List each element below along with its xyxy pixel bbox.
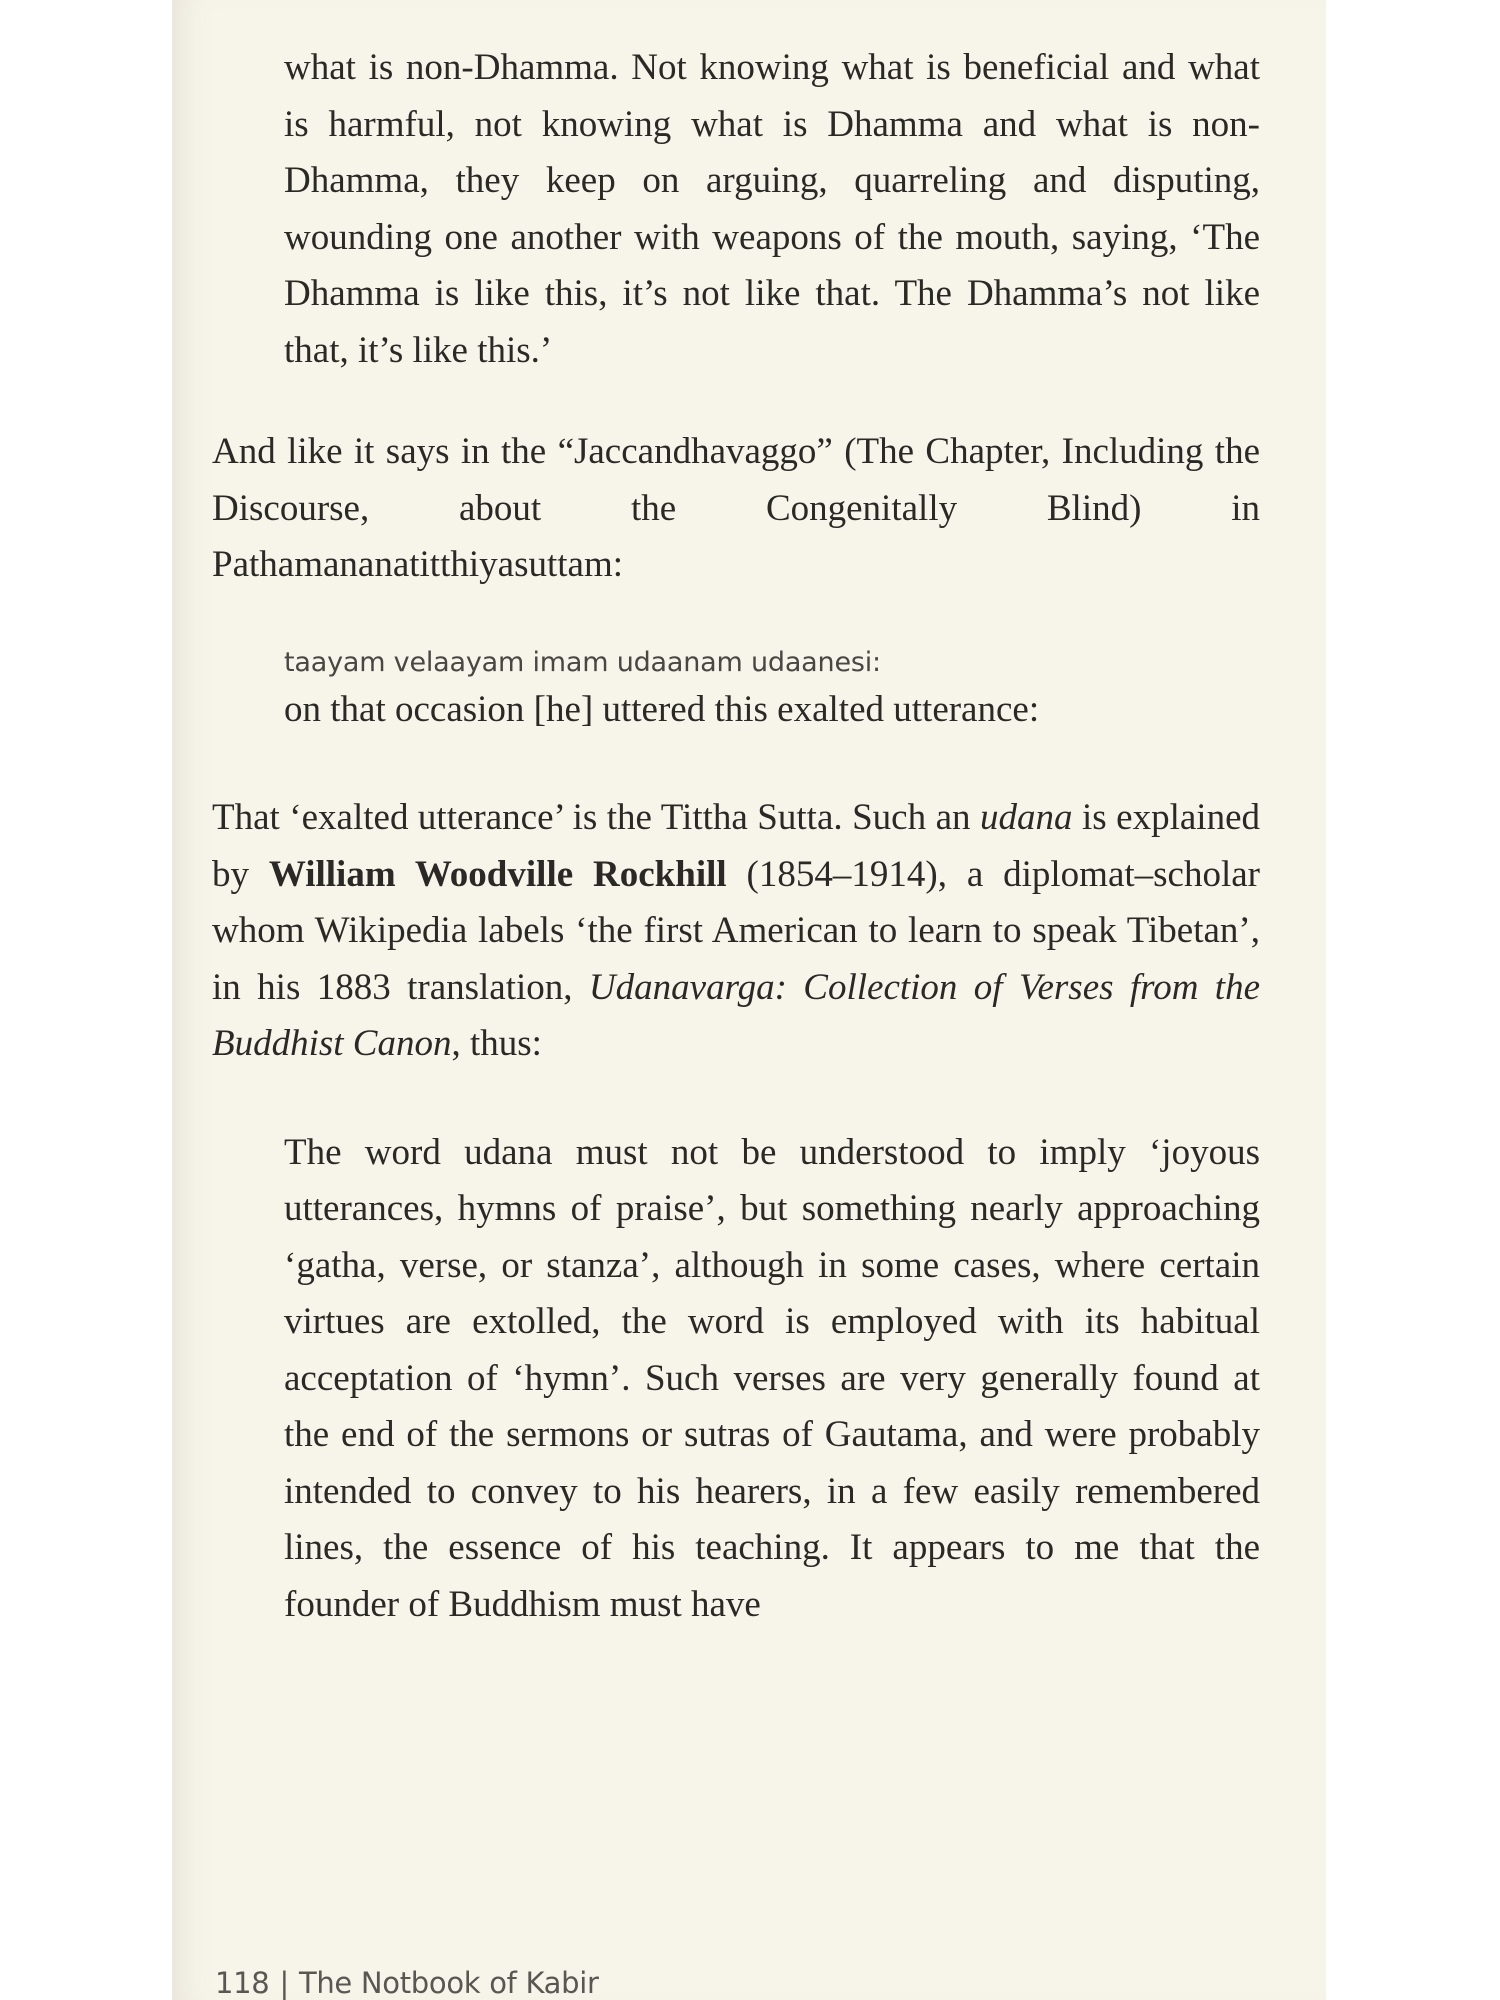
running-title: The Notbook of Kabir [298,1966,599,2000]
pali-verse: taayam velaayam imam udaanam udaanesi: [284,646,881,678]
udana-term: udana [980,797,1073,838]
block-quote-continued: what is non-Dhamma. Not knowing what is beneficial and what is harmful, not knowing what is Dhamma and what is non-Dhamma, they keep on arguing, quarreling and disputing, wounding one another with weapons of the mouth, saying, ‘The Dhamma is like this, it’s not like that. The Dhamma’s not like that, it’s like this.’ [284,47,1260,371]
paragraph-jaccandhavaggo: And like it says in the “Jaccandhavaggo” (The Chapter, Including the Discourse, about the Congenitally Blind) in Pathamananatitthiyasuttam: [212,431,1260,585]
udana-text-4: , thus: [451,1023,542,1064]
udana-text-2: is explained by [212,797,1260,895]
udana-text-3: (1854–1914), a diplomat–scholar whom Wikipedia labels ‘the first American to learn to speak Tibetan’, in his 1883 translation, [212,853,1260,1008]
author-name: William Woodville Rockhill [268,853,727,895]
udana-text-1: That ‘exalted utterance’ is the Tittha Sutta. Such an [212,797,981,838]
block-quote-rockhill: The word udana must not be understood to imply ‘joyous utterances, hymns of praise’, but something nearly approaching ‘gatha, verse, or stanza’, although in some cases, where certain virtues are extolled, the word is employed with its habitual acceptation of ‘hymn’. Such verses are very generally found at the end of the sermons or sutras of Gautama, and were probably intended to convey to his hearers, in a few easily remembered lines, the essence of his teaching. It appears to me that the founder of Buddhism must have [284,1131,1260,1625]
book-title-citation: Udanavarga: Collection of Verses from the Buddhist Canon [212,966,1260,1064]
pali-translation: on that occasion [he] uttered this exalted utterance: [284,688,1040,730]
page-body [212,40,1260,1633]
page-number: 118 [215,1966,270,2000]
footer-separator: | [279,1966,289,2000]
page-footer [215,1966,599,2000]
paragraph-udana [212,790,1260,1073]
